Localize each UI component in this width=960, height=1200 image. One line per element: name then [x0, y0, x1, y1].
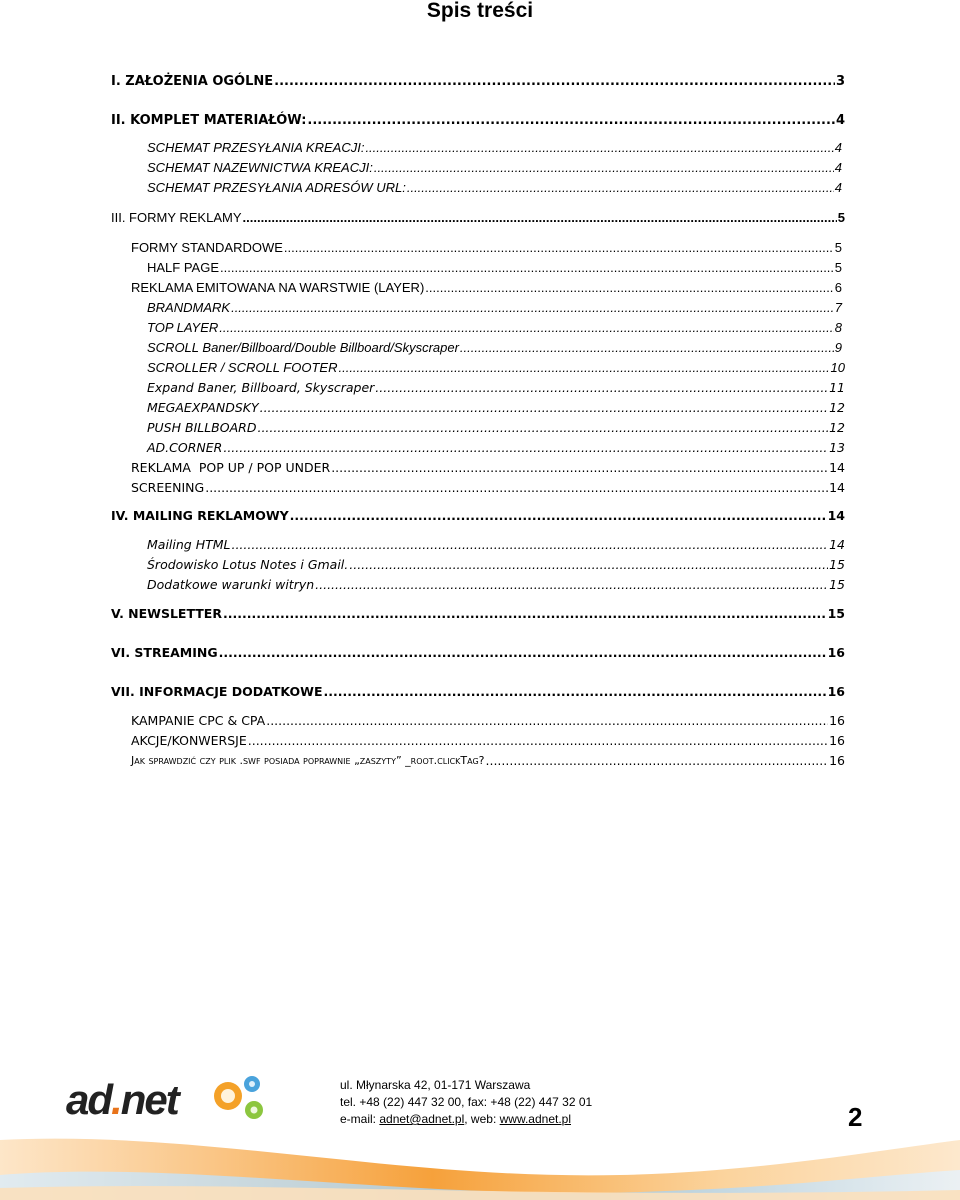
street-address: ul. Młynarska 42, 01-171 Warszawa: [340, 1078, 531, 1092]
toc-page: 5: [834, 240, 842, 255]
toc-page: 13: [829, 440, 845, 455]
toc-entry-formy-standardowe[interactable]: [131, 236, 842, 256]
toc-label: BRANDMARK: [147, 300, 231, 315]
toc-entry-newsletter[interactable]: [111, 602, 845, 622]
toc-entry-half-page[interactable]: [147, 256, 842, 276]
toc-page: 15: [827, 606, 845, 621]
toc-leader: [338, 360, 829, 376]
toc-entry-brandmark[interactable]: [147, 296, 842, 316]
toc-label: AKCJE/KONWERSJE: [131, 733, 247, 748]
toc-page: 11: [829, 380, 845, 395]
toc-page: 16: [829, 713, 845, 728]
toc-page: 7: [834, 300, 842, 315]
toc-page: 16: [829, 733, 845, 748]
toc-label: SCHEMAT PRZESYŁANIA KREACJI:: [147, 140, 365, 155]
toc-page: 3: [835, 74, 845, 89]
toc-page: 12: [829, 420, 845, 435]
toc-entry-top-layer[interactable]: [147, 316, 842, 336]
toc-leader: [248, 733, 828, 749]
toc-leader: [425, 280, 833, 296]
toc-entry-expand[interactable]: [147, 376, 845, 396]
email-link[interactable]: adnet@adnet.pl: [379, 1112, 465, 1126]
toc-page: 14: [829, 537, 845, 552]
toc-page: 4: [834, 140, 842, 155]
toc-leader: [231, 537, 828, 553]
toc-leader: [365, 140, 833, 156]
toc-page: 14: [829, 460, 845, 475]
toc-entry-schemat-adresow[interactable]: [147, 176, 842, 196]
toc-leader: [274, 74, 835, 90]
toc-page: 12: [829, 400, 845, 415]
toc-page: 15: [829, 577, 845, 592]
logo-balls-icon: [200, 1072, 272, 1130]
page-title: Spis treści: [426, 0, 534, 22]
toc-entry-warunki-witryn[interactable]: [147, 573, 845, 593]
toc-entry-megaexpandsky[interactable]: [147, 396, 845, 416]
logo-text: ad: [66, 1076, 112, 1123]
toc-entry-schemat-nazewnictwa[interactable]: [147, 156, 842, 176]
toc-leader: [205, 480, 828, 496]
toc-entry-mailing-reklamowy[interactable]: [111, 504, 845, 524]
toc-page: 9: [834, 340, 842, 355]
toc-label: PUSH BILLBOARD: [147, 420, 257, 435]
toc-page: 15: [829, 557, 845, 572]
adnet-logo: [66, 1076, 178, 1124]
toc-label: REKLAMA EMITOWANA NA WARSTWIE (LAYER): [131, 280, 425, 295]
toc-label: V. NEWSLETTER: [111, 606, 222, 621]
toc-label: I. ZAŁOŻENIA OGÓLNE: [111, 74, 274, 89]
toc-leader: [307, 113, 835, 129]
toc-page: 6: [834, 280, 842, 295]
logo-text: net: [120, 1076, 178, 1123]
toc-leader: [219, 320, 833, 336]
toc-page: 16: [829, 753, 845, 768]
toc-label: Jak sprawdzić czy plik .swf posiada poprawnie „zaszyty” _root.clickTag?: [131, 754, 485, 767]
toc-entry-cpc-cpa[interactable]: [131, 709, 845, 729]
toc-entry-scroll[interactable]: [147, 336, 842, 356]
page-footer: [0, 1050, 960, 1200]
toc-entry-mailing-html[interactable]: [147, 533, 845, 553]
toc-entry-formy-reklamy[interactable]: [111, 206, 845, 226]
toc-entry-komplet[interactable]: [111, 109, 845, 129]
toc-leader: [460, 340, 834, 356]
toc-leader: [407, 180, 834, 196]
toc-entry-pop-up[interactable]: [131, 456, 845, 476]
email-label: e-mail:: [340, 1112, 380, 1126]
toc-label: MEGAEXPANDSKY: [147, 400, 259, 415]
toc-label: Mailing HTML: [147, 537, 231, 552]
toc-page: 14: [829, 480, 845, 495]
toc-label: REKLAMA POP UP / POP UNDER: [131, 460, 331, 475]
toc-page: 16: [827, 645, 845, 660]
toc-label: SCROLLER / SCROLL FOOTER: [147, 360, 338, 375]
toc-label: Środowisko Lotus Notes i Gmail.: [147, 557, 349, 572]
toc-leader: [231, 300, 834, 316]
toc-leader: [266, 713, 828, 729]
toc-leader: [331, 460, 828, 476]
footer-wave-decoration: [0, 1120, 960, 1200]
toc-entry-informacje[interactable]: [111, 680, 845, 700]
toc-leader: [219, 645, 827, 661]
toc-entry-akcje-konwersje[interactable]: [131, 729, 845, 749]
toc-label: SCROLL Baner/Billboard/Double Billboard/Skyscraper: [147, 340, 459, 355]
toc-entry-streaming[interactable]: [111, 641, 845, 661]
toc-label: IV. MAILING REKLAMOWY: [111, 508, 289, 523]
toc-leader: [315, 577, 828, 593]
toc-label: VI. STREAMING: [111, 645, 218, 660]
toc-page: 4: [834, 180, 842, 195]
company-address: [340, 1077, 592, 1128]
website-link[interactable]: www.adnet.pl: [499, 1112, 571, 1126]
toc-label: Dodatkowe warunki witryn: [147, 577, 315, 592]
toc-page: 8: [834, 320, 842, 335]
toc-leader: [486, 753, 829, 769]
toc-label: HALF PAGE: [147, 260, 220, 275]
toc-leader: [257, 420, 828, 436]
toc-leader: [375, 380, 828, 396]
toc-entry-reklama-layer[interactable]: [131, 276, 842, 296]
toc-page: 16: [827, 684, 845, 699]
logo-dot: .: [111, 1076, 121, 1123]
toc-entry-ad-corner[interactable]: [147, 436, 845, 456]
toc-leader: [284, 240, 834, 256]
toc-page: 4: [834, 160, 842, 175]
toc-leader: [223, 440, 828, 456]
toc-label: KAMPANIE CPC & CPA: [131, 713, 266, 728]
toc-page: 10: [830, 360, 845, 375]
toc-leader: [243, 210, 837, 226]
toc-entry-push-billboard[interactable]: [147, 416, 845, 436]
toc-label: SCREENING: [131, 480, 205, 495]
toc-leader: [349, 557, 828, 573]
web-label: , web:: [464, 1112, 500, 1126]
toc-leader: [220, 260, 834, 276]
toc-leader: [223, 606, 827, 622]
toc-entry-screening[interactable]: [131, 476, 845, 496]
toc-leader: [374, 160, 834, 176]
toc-label: TOP LAYER: [147, 320, 219, 335]
toc-page: 14: [827, 508, 845, 523]
toc-label: FORMY STANDARDOWE: [131, 240, 283, 255]
toc-label: II. KOMPLET MATERIAŁÓW:: [111, 113, 307, 128]
toc-page: 5: [834, 260, 842, 275]
toc-page: 5: [837, 210, 845, 225]
toc-entry-zalozenia[interactable]: [111, 70, 845, 90]
toc-label: VII. INFORMACJE DODATKOWE: [111, 684, 323, 699]
toc-leader: [290, 508, 827, 524]
toc-label: SCHEMAT PRZESYŁANIA ADRESÓW URL:: [147, 180, 406, 195]
toc-label: III. FORMY REKLAMY: [111, 210, 242, 225]
page-number: 2: [848, 1102, 863, 1132]
toc-entry-clicktag[interactable]: [131, 749, 845, 769]
contact-line: [340, 1111, 592, 1128]
toc-entry-lotus-notes[interactable]: [147, 553, 845, 573]
toc-label: Expand Baner, Billboard, Skyscraper: [147, 380, 375, 395]
toc-leader: [260, 400, 829, 416]
phone-fax: tel. +48 (22) 447 32 00, fax: +48 (22) 447 32 01: [340, 1095, 593, 1109]
toc-page: 4: [835, 113, 845, 128]
toc-label: AD.CORNER: [147, 440, 223, 455]
toc-leader: [324, 684, 827, 700]
toc-entry-schemat-przesylania[interactable]: [147, 136, 842, 156]
toc-label: SCHEMAT NAZEWNICTWA KREACJI:: [147, 160, 373, 175]
toc-entry-scroller[interactable]: [147, 356, 845, 376]
